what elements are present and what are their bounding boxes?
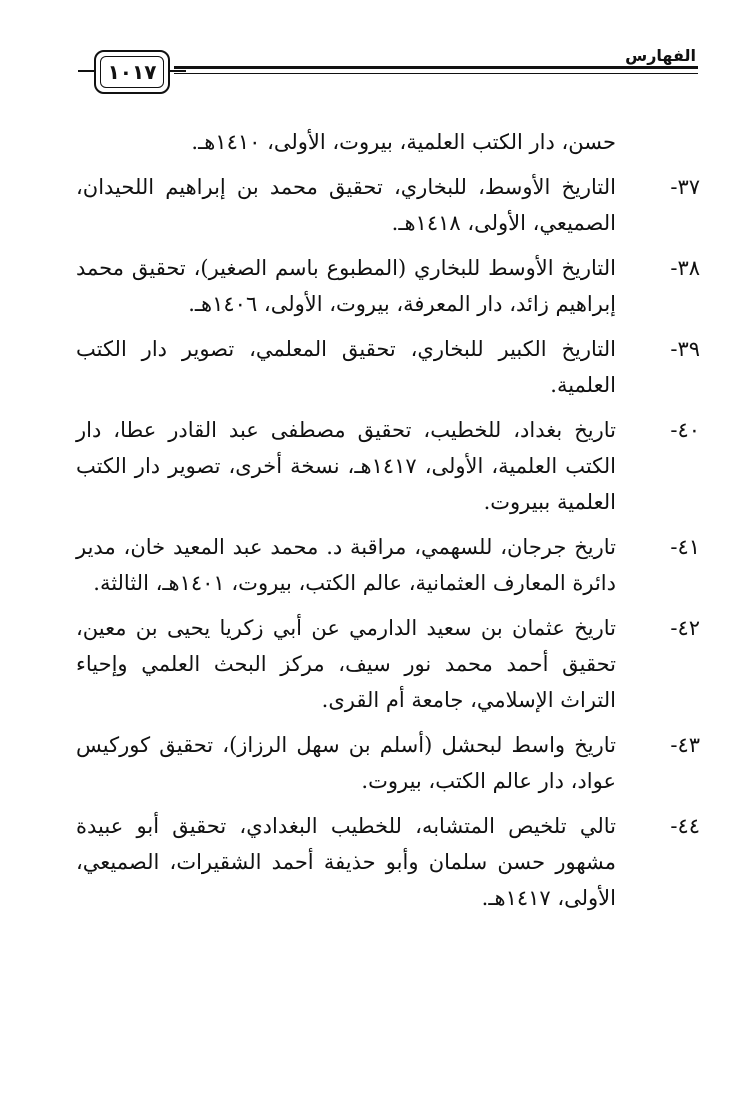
entry-number: ٣٨-: [670, 256, 700, 280]
continuation-line: حسن، دار الكتب العلمية، بيروت، الأولى، ١٤١٠هـ.: [191, 130, 616, 154]
bibliography-entry: [76, 727, 702, 799]
page-number: ١٠١٧: [100, 56, 164, 88]
bibliography-entry: [76, 250, 702, 322]
page-box-right-wing: [168, 70, 186, 72]
bibliography-list: [76, 124, 702, 925]
header-rule-thick: [174, 66, 698, 69]
bibliography-entry: [76, 169, 702, 241]
entry-text: تالي تلخيص المتشابه، للخطيب البغدادي، تحقيق أبو عبيدة مشهور حسن سلمان وأبو حذيفة أحمد الشقيرات، الصميعي، الأولى، ١٤١٧هـ.: [76, 814, 616, 910]
entry-text: التاريخ الأوسط، للبخاري، تحقيق محمد بن إبراهيم اللحيدان، الصميعي، الأولى، ١٤١٨هـ.: [76, 175, 616, 235]
entry-number: ٣٧-: [670, 175, 700, 199]
entry-text: تاريخ بغداد، للخطيب، تحقيق مصطفى عبد القادر عطا، دار الكتب العلمية، الأولى، ١٤١٧هـ، نسخة أخرى، تصوير دار الكتب العلمية ببيروت.: [76, 418, 616, 514]
entry-number: ٣٩-: [670, 337, 700, 361]
entry-number: ٤١-: [670, 535, 700, 559]
bibliography-entry: [76, 529, 702, 601]
entry-text: تاريخ عثمان بن سعيد الدارمي عن أبي زكريا يحيى بن معين، تحقيق أحمد محمد نور سيف، مركز البحث العلمي وإحياء التراث الإسلامي، جامعة أم القرى.: [76, 616, 616, 712]
entry-number: ٤٣-: [670, 733, 700, 757]
entry-number: ٤٢-: [670, 616, 700, 640]
entry-text: تاريخ جرجان، للسهمي، مراقبة د. محمد عبد المعيد خان، مدير دائرة المعارف العثمانية، عالم الكتب، بيروت، ١٤٠١هـ، الثالثة.: [76, 535, 616, 595]
page-number-frame: [94, 50, 170, 94]
bibliography-entry: [76, 610, 702, 718]
header-rule-thin: [174, 73, 698, 74]
entry-number: ٤٠-: [670, 418, 700, 442]
bibliography-entry: [76, 331, 702, 403]
entry-number: ٤٤-: [670, 814, 700, 838]
page-header: [78, 44, 698, 104]
bibliography-entry: [76, 412, 702, 520]
entry-text: التاريخ الأوسط للبخاري (المطبوع باسم الصغير)، تحقيق محمد إبراهيم زائد، دار المعرفة، بيروت، الأولى، ١٤٠٦هـ.: [76, 256, 616, 316]
entry-text: تاريخ واسط لبحشل (أسلم بن سهل الرزاز)، تحقيق كوركيس عواد، دار عالم الكتب، بيروت.: [76, 733, 616, 793]
entry-text: التاريخ الكبير للبخاري، تحقيق المعلمي، تصوير دار الكتب العلمية.: [76, 337, 616, 397]
section-title: الفهارس: [625, 46, 696, 65]
bibliography-entry: [76, 808, 702, 916]
